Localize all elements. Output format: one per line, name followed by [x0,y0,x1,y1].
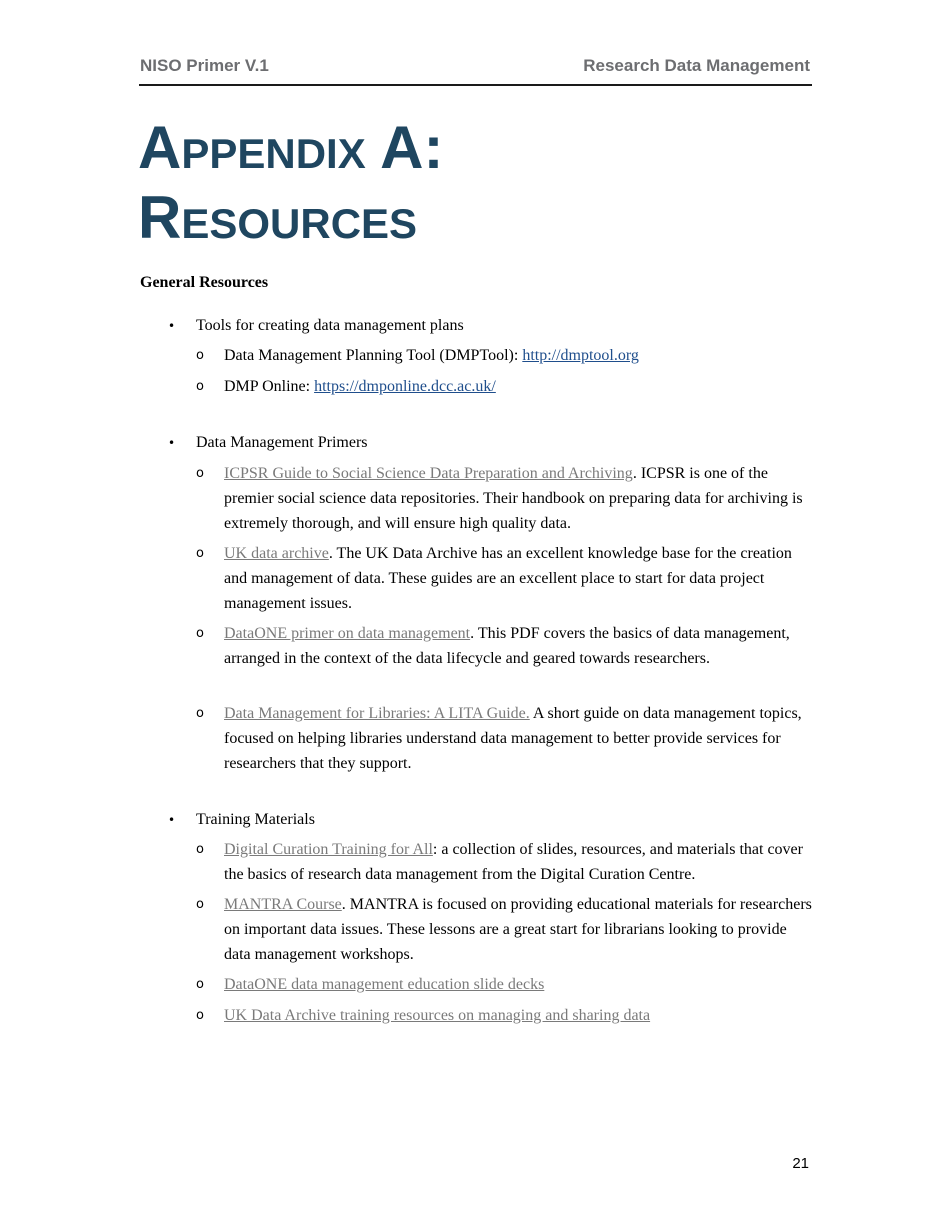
list-item-dataone-primer [224,622,814,672]
list-item-group-tools: Tools for creating data management plans [196,317,464,334]
page-title-line-1: Appendix A: [138,114,444,181]
list-item-dataone-slides [224,973,814,998]
sub-bullet-icon: o [196,626,204,641]
sub-bullet-icon: o [196,1008,204,1023]
icpsr-guide-link[interactable]: ICPSR Guide to Social Science Data Preparation and Archiving [224,465,633,482]
list-item-icpsr [224,462,814,536]
page-title-line-2: Resources [138,184,418,251]
page-number: 21 [792,1155,809,1172]
dmptool-link[interactable]: http://dmptool.org [522,347,639,364]
list-item-lita-guide [224,702,814,776]
item-text: Data Management Planning Tool (DMPTool): [224,347,523,364]
dataone-primer-link[interactable]: DataONE primer on data management [224,625,471,642]
sub-bullet-icon: o [196,466,204,481]
sub-bullet-icon: o [196,348,204,363]
digital-curation-link[interactable]: Digital Curation Training for All [224,841,433,858]
list-item-group-training: Training Materials [196,811,315,828]
header-rule [139,84,812,86]
item-description: : a collection of slides, resources, and materials that cover the basics of research data management from the Digital Curation Centre. [224,841,803,883]
sub-bullet-icon: o [196,842,204,857]
list-item-uk-training [224,1004,814,1029]
item-description: . This PDF covers the basics of data management, arranged in the context of the data lifecycle and geared towards researchers. [224,625,790,667]
dataone-slides-link[interactable]: DataONE data management education slide decks [224,976,545,993]
bullet-icon: • [168,813,176,827]
item-description: . ICPSR is one of the premier social science data repositories. Their handbook on preparing data for archiving is extremely thorough, and will ensure high quality data. [224,465,803,532]
sub-bullet-icon: o [196,546,204,561]
item-description: A short guide on data management topics, focused on helping libraries understand data management to better provide services for researchers that they support. [224,705,802,772]
item-description: . The UK Data Archive has an excellent knowledge base for the creation and management of data. These guides are an excellent place to start for data project management issues. [224,545,792,612]
uk-data-archive-link[interactable]: UK data archive [224,545,329,562]
sub-bullet-icon: o [196,897,204,912]
running-header-right: Research Data Management [583,56,810,75]
mantra-course-link[interactable]: MANTRA Course [224,896,342,913]
list-item-mantra [224,893,814,967]
list-item-group-primers: Data Management Primers [196,434,368,451]
running-header-left: NISO Primer V.1 [140,56,269,75]
sub-bullet-icon: o [196,379,204,394]
item-text: DMP Online: [224,378,315,395]
sub-bullet-icon: o [196,706,204,721]
list-item-dmptool [224,344,814,369]
section-heading: General Resources [140,274,269,291]
page-title [138,113,443,253]
bullet-icon: • [168,436,176,450]
list-item-uk-data-archive [224,542,814,616]
bullet-icon: • [168,319,176,333]
lita-guide-link[interactable]: Data Management for Libraries: A LITA Guide. [224,705,530,722]
list-item-dmp-online [224,375,814,400]
item-description: . MANTRA is focused on providing educational materials for researchers on important data issues. These lessons are a great start for librarians looking to provide data management workshops. [224,896,812,963]
dmp-online-link[interactable]: https://dmponline.dcc.ac.uk/ [314,378,496,395]
sub-bullet-icon: o [196,977,204,992]
uk-training-link[interactable]: UK Data Archive training resources on managing and sharing data [224,1007,651,1024]
list-item-digital-curation [224,838,814,888]
